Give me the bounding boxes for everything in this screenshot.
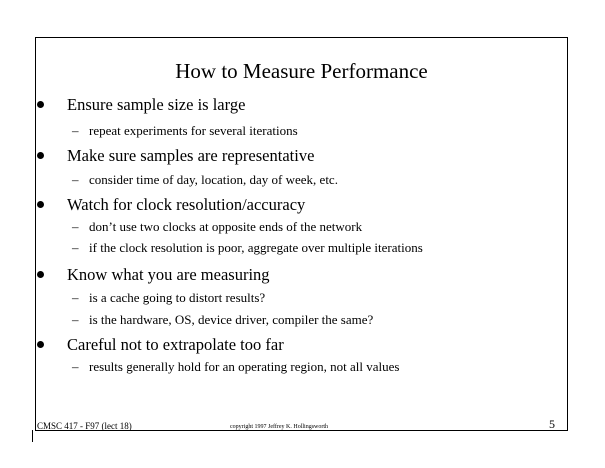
slide-title: How to Measure Performance [175, 59, 428, 83]
page-number: 5 [549, 417, 555, 431]
bullet-dot [37, 201, 44, 208]
bullet-4: Know what you are measuring [67, 265, 270, 284]
footer-copyright: copyright 1997 Jeffrey K. Hollingsworth [230, 424, 329, 430]
bullet-3: Watch for clock resolution/accuracy [67, 195, 306, 214]
sub-bullet-1-1: repeat experiments for several iterations [89, 123, 298, 138]
sub-bullet-3-2: if the clock resolution is poor, aggregate over multiple iterations [89, 240, 423, 255]
sub-dash: – [72, 290, 79, 305]
sub-bullet-4-2: is the hardware, OS, device driver, compiler the same? [89, 312, 374, 327]
sub-dash: – [72, 240, 79, 255]
bullet-dot [37, 341, 44, 348]
bullet-dot [37, 101, 44, 108]
corner-mark [32, 430, 33, 442]
sub-dash: – [72, 123, 79, 138]
bullet-dot [37, 271, 44, 278]
sub-dash: – [72, 219, 79, 234]
sub-bullet-5-1: results generally hold for an operating region, not all values [89, 359, 400, 374]
sub-dash: – [72, 172, 79, 187]
footer-course: CMSC 417 - F97 (lect 18) [37, 421, 132, 431]
sub-bullet-2-1: consider time of day, location, day of week, etc. [89, 172, 338, 187]
sub-bullet-4-1: is a cache going to distort results? [89, 290, 266, 305]
sub-dash: – [72, 312, 79, 327]
bullet-5: Careful not to extrapolate too far [67, 335, 284, 354]
bullet-1: Ensure sample size is large [67, 95, 246, 114]
bullet-dot [37, 152, 44, 159]
sub-bullet-3-1: don’t use two clocks at opposite ends of the network [89, 219, 363, 234]
sub-dash: – [72, 359, 79, 374]
bullet-2: Make sure samples are representative [67, 146, 315, 165]
